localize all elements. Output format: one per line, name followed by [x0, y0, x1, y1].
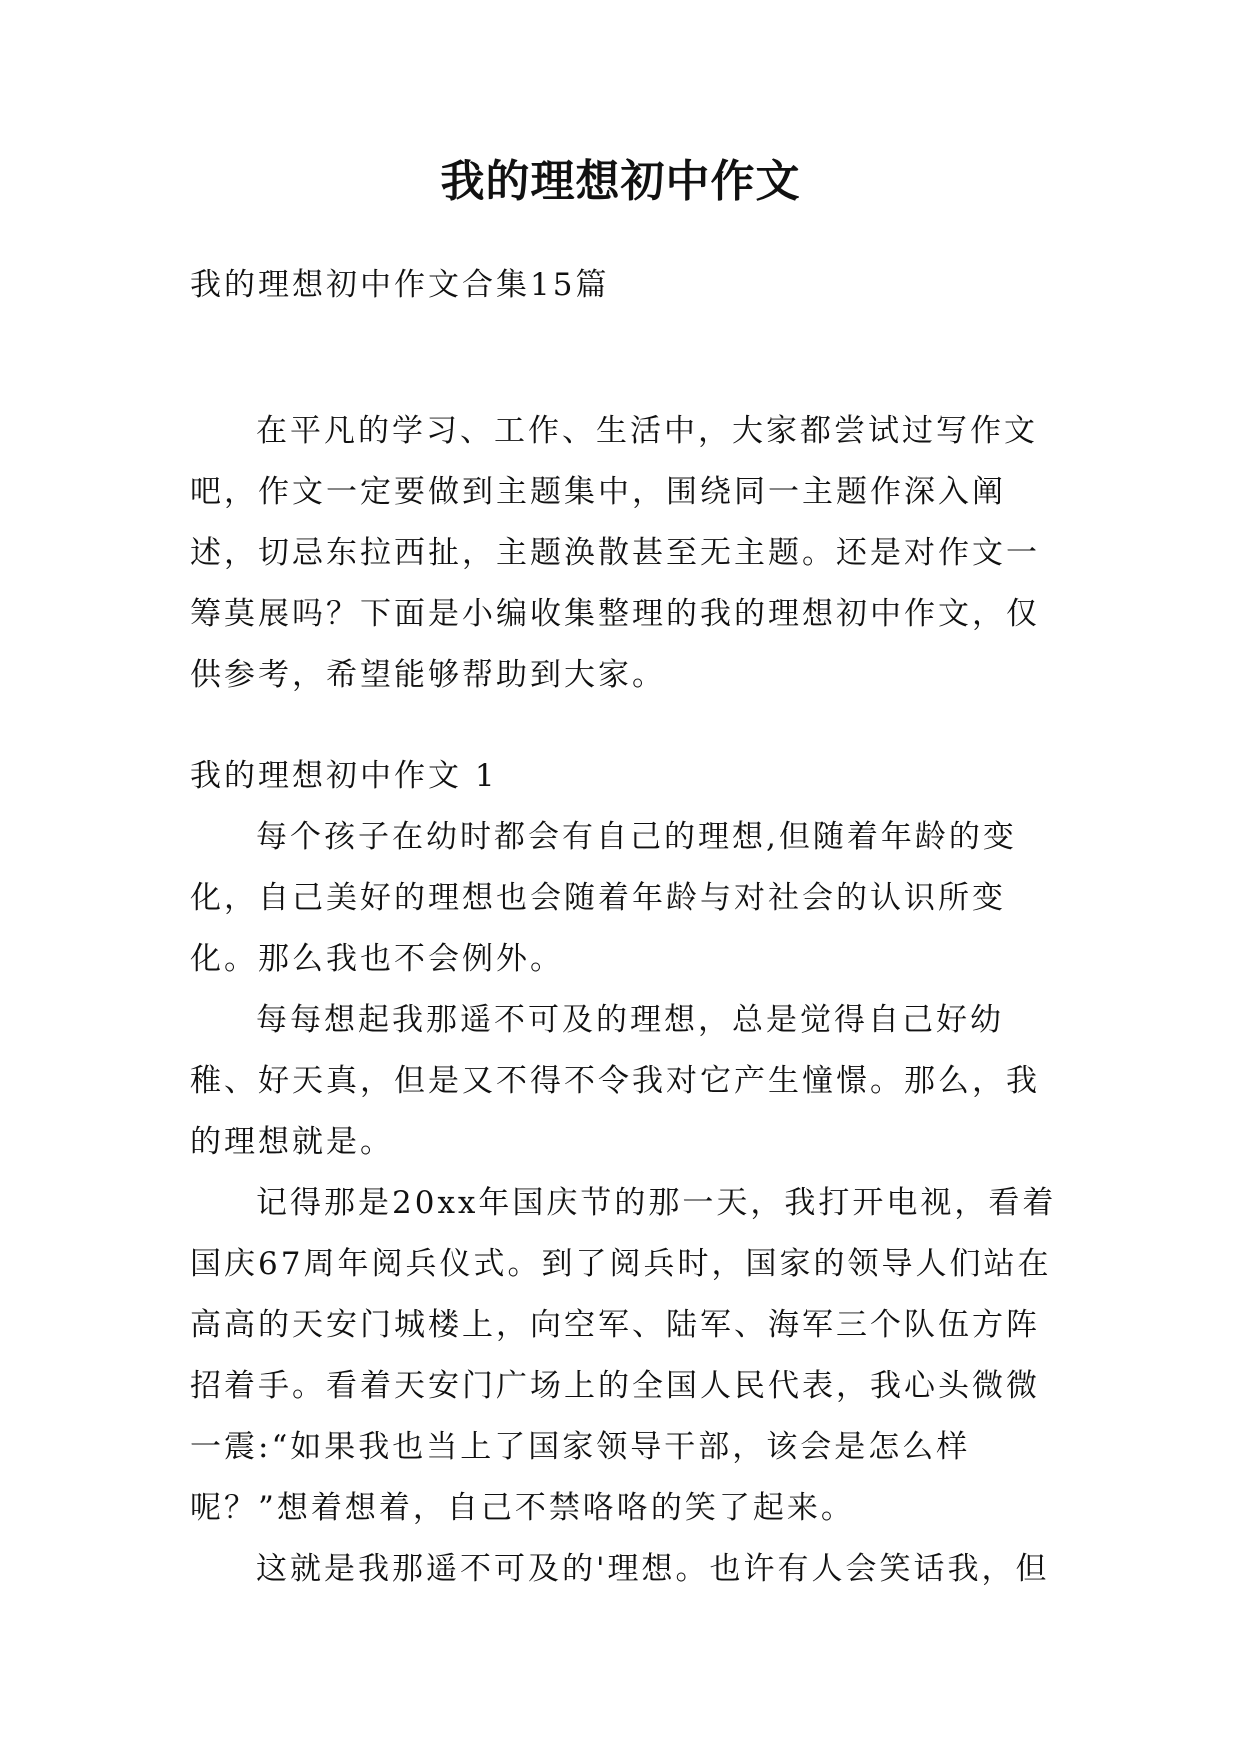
document-subtitle: 我的理想初中作文合集15篇	[190, 267, 610, 303]
body-paragraph-3: 记得那是20xx年国庆节的那一天，我打开电视，看着国庆67周年阅兵仪式。到了阅兵时，国家的领导人们站在高高的天安门城楼上，向空军、陆军、海军三个队伍方阵招着手。看着天安门广场上的全国人民代表，我心头微微一震:“如果我也当上了国家领导干部，该会是怎么样呢？”想着想着，自己不禁咯咯的笑了起来。	[190, 1185, 1057, 1526]
body-paragraph-1: 每个孩子在幼时都会有自己的理想,但随着年龄的变化，自己美好的理想也会随着年龄与对社会的认识所变化。那么我也不会例外。	[190, 819, 1017, 977]
section-heading: 我的理想初中作文 1	[190, 758, 498, 794]
body-paragraph-2: 每每想起我那遥不可及的理想，总是觉得自己好幼稚、好天真，但是又不得不令我对它产生憧憬。那么，我的理想就是。	[190, 1002, 1040, 1160]
document-title: 我的理想初中作文	[440, 156, 801, 207]
intro-paragraph: 在平凡的学习、工作、生活中，大家都尝试过写作文吧，作文一定要做到主题集中，围绕同一主题作深入阐述，切忌东拉西扯，主题涣散甚至无主题。还是对作文一筹莫展吗？下面是小编收集整理的我的理想初中作文，仅供参考，希望能够帮助到大家。	[190, 413, 1040, 693]
body-paragraph-4: 这就是我那遥不可及的'理想。也许有人会笑话我，但	[256, 1551, 1050, 1587]
